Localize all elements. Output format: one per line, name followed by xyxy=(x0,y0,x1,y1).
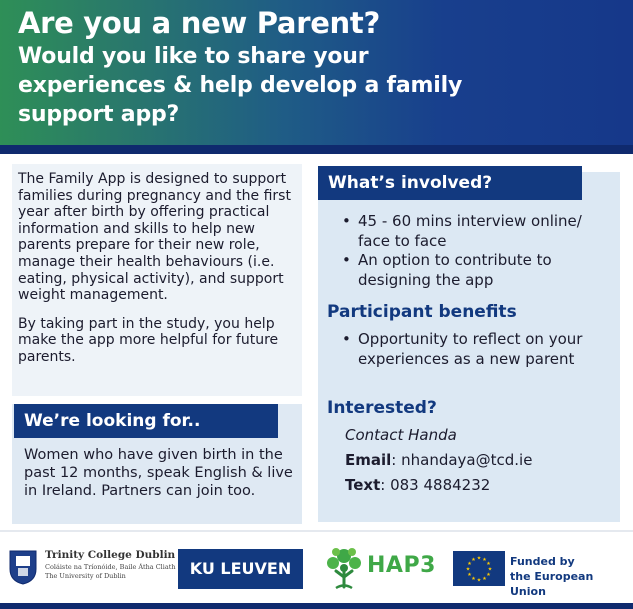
svg-text:★: ★ xyxy=(486,561,491,567)
email-link[interactable]: : nhandaya@tcd.ie xyxy=(391,451,533,469)
phone-line xyxy=(345,476,490,494)
page-subtitle: Would you like to share your experiences & help develop a family support app? xyxy=(18,44,463,127)
page-title: Are you a new Parent? xyxy=(18,6,380,40)
tcd-subtitle: The University of Dublin xyxy=(45,572,126,580)
phone-label: Text xyxy=(345,476,381,494)
intro-paragraph: The Family App is designed to support families during pregnancy and the first year after birth by offering practical information and skills to help new parents prepare for their new role, manage their health behaviours (i.e. eating, physical activity), and support weight management. xyxy=(18,171,291,304)
svg-text:★: ★ xyxy=(467,561,472,567)
looking-for-text: Women who have given birth in the past 12 months, speak English & live in Ireland. Partners can join too. xyxy=(24,447,293,499)
involved-heading: What’s involved? xyxy=(318,166,582,200)
eu-line-1: Funded by xyxy=(510,555,575,568)
svg-text:★: ★ xyxy=(486,572,491,578)
list-item: • Opportunity to reflect on your experiences as a new parent xyxy=(342,330,607,369)
svg-text:★: ★ xyxy=(482,576,487,582)
tcd-logo xyxy=(45,549,185,580)
benefits-list xyxy=(342,330,607,369)
email-line xyxy=(345,451,532,469)
contact-name: Contact Handa xyxy=(345,426,457,444)
involved-list xyxy=(342,212,607,290)
hap3-tree-icon xyxy=(324,547,364,591)
tcd-crest-icon xyxy=(8,549,38,585)
footer-bar xyxy=(0,603,633,609)
eu-line-2: the European Union xyxy=(510,570,594,598)
intro-paragraph-study: By taking part in the study, you help make the app more helpful for future parents. xyxy=(18,315,279,365)
footer-divider xyxy=(0,530,633,532)
svg-text:★: ★ xyxy=(467,572,472,578)
tcd-name: Trinity College Dublin xyxy=(45,549,176,561)
svg-text:★: ★ xyxy=(476,577,482,584)
svg-text:★: ★ xyxy=(471,576,476,582)
eu-flag-icon xyxy=(453,551,505,586)
hap3-logo: HAP3 xyxy=(367,553,436,578)
benefits-heading: Participant benefits xyxy=(327,302,517,322)
interested-heading: Interested? xyxy=(327,398,437,418)
ku-leuven-logo: KU LEUVEN xyxy=(178,549,303,589)
looking-for-heading: We’re looking for.. xyxy=(14,404,278,438)
email-label: Email xyxy=(345,451,392,469)
header-divider xyxy=(0,145,633,154)
list-item: • 45 - 60 mins interview online/ face to face xyxy=(342,212,607,251)
svg-text:★: ★ xyxy=(487,566,493,573)
svg-text:★: ★ xyxy=(471,557,476,563)
svg-text:★: ★ xyxy=(482,557,487,563)
phone-number: : 083 4884232 xyxy=(380,476,491,494)
svg-text:★: ★ xyxy=(476,555,482,562)
svg-text:★: ★ xyxy=(465,566,471,573)
intro-panel xyxy=(12,164,302,396)
tcd-irish-name: Coláiste na Tríonóide, Baile Átha Cliath xyxy=(45,563,176,571)
eu-funding-text xyxy=(510,554,633,599)
list-item: • An option to contribute to designing the app xyxy=(342,251,607,290)
